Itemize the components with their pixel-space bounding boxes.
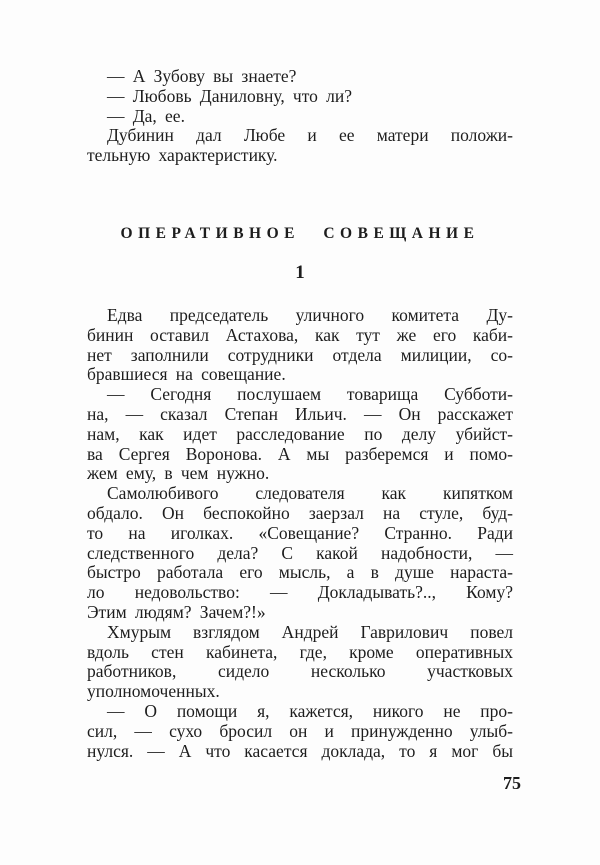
- dialogue-block: [87, 0, 513, 166]
- text-line: Едва председатель уличного комитета Ду-: [107, 304, 513, 325]
- text-line: бинин оставил Астахова, как тут же его каби-: [87, 324, 513, 345]
- text-line: — А Зубову вы знаете?: [107, 66, 297, 86]
- text-line: — Да, ее.: [107, 105, 185, 126]
- text-line: работников, сидело несколько участковых: [87, 661, 513, 682]
- text-line: тельную характеристику.: [87, 145, 278, 166]
- text-line: Хмурым взглядом Андрей Гаврилович повел: [107, 621, 513, 642]
- body-text-block: [87, 306, 513, 761]
- text-line: — Любовь Даниловну, что ли?: [107, 85, 352, 106]
- text-line: жем ему, в чем нужно.: [87, 463, 270, 484]
- text-line: уполномоченных.: [87, 681, 220, 702]
- text-line: — Сегодня послушаем товарища Субботи-: [107, 384, 513, 405]
- text-line: то на иголках. «Совещание? Странно. Ради: [87, 522, 513, 543]
- text-line: нам, как идет расследование по делу убийст-: [87, 423, 513, 444]
- text-line: нулся. — А что касается доклада, то я мог бы: [87, 740, 513, 761]
- chapter-number: 1: [295, 261, 305, 283]
- text-line: Самолюбивого следователя как кипятком: [107, 483, 513, 504]
- text-line: ло недовольство: — Докладывать?.., Кому?: [87, 582, 513, 603]
- section-heading: ОПЕРАТИВНОЕ СОВЕЩАНИЕ: [120, 224, 480, 242]
- text-line: на, — сказал Степан Ильич. — Он расскажет: [87, 403, 513, 424]
- text-line: Дубинин дал Любе и ее матери положи-: [107, 125, 513, 146]
- text-line: следственного дела? С какой надобности, —: [87, 542, 513, 563]
- text-line: обдало. Он беспокойно заерзал на стуле, буд-: [87, 502, 513, 523]
- text-column: [87, 0, 521, 794]
- page-number: 75: [503, 773, 521, 794]
- text-line: нет заполнили сотрудники отдела милиции, со-: [87, 344, 513, 365]
- text-line: — О помощи я, кажется, никого не про-: [107, 700, 513, 721]
- text-line: вдоль стен кабинета, где, кроме оперативных: [87, 641, 513, 662]
- text-line: Этим людям? Зачем?!»: [87, 601, 266, 622]
- text-line: бравшиеся на совещание.: [87, 364, 286, 385]
- text-line: ва Сергея Воронова. А мы разберемся и помо-: [87, 443, 513, 464]
- text-line: сил, — сухо бросил он и принужденно улыб-: [87, 720, 513, 741]
- text-line: быстро работала его мысль, а в душе нараста-: [87, 562, 513, 583]
